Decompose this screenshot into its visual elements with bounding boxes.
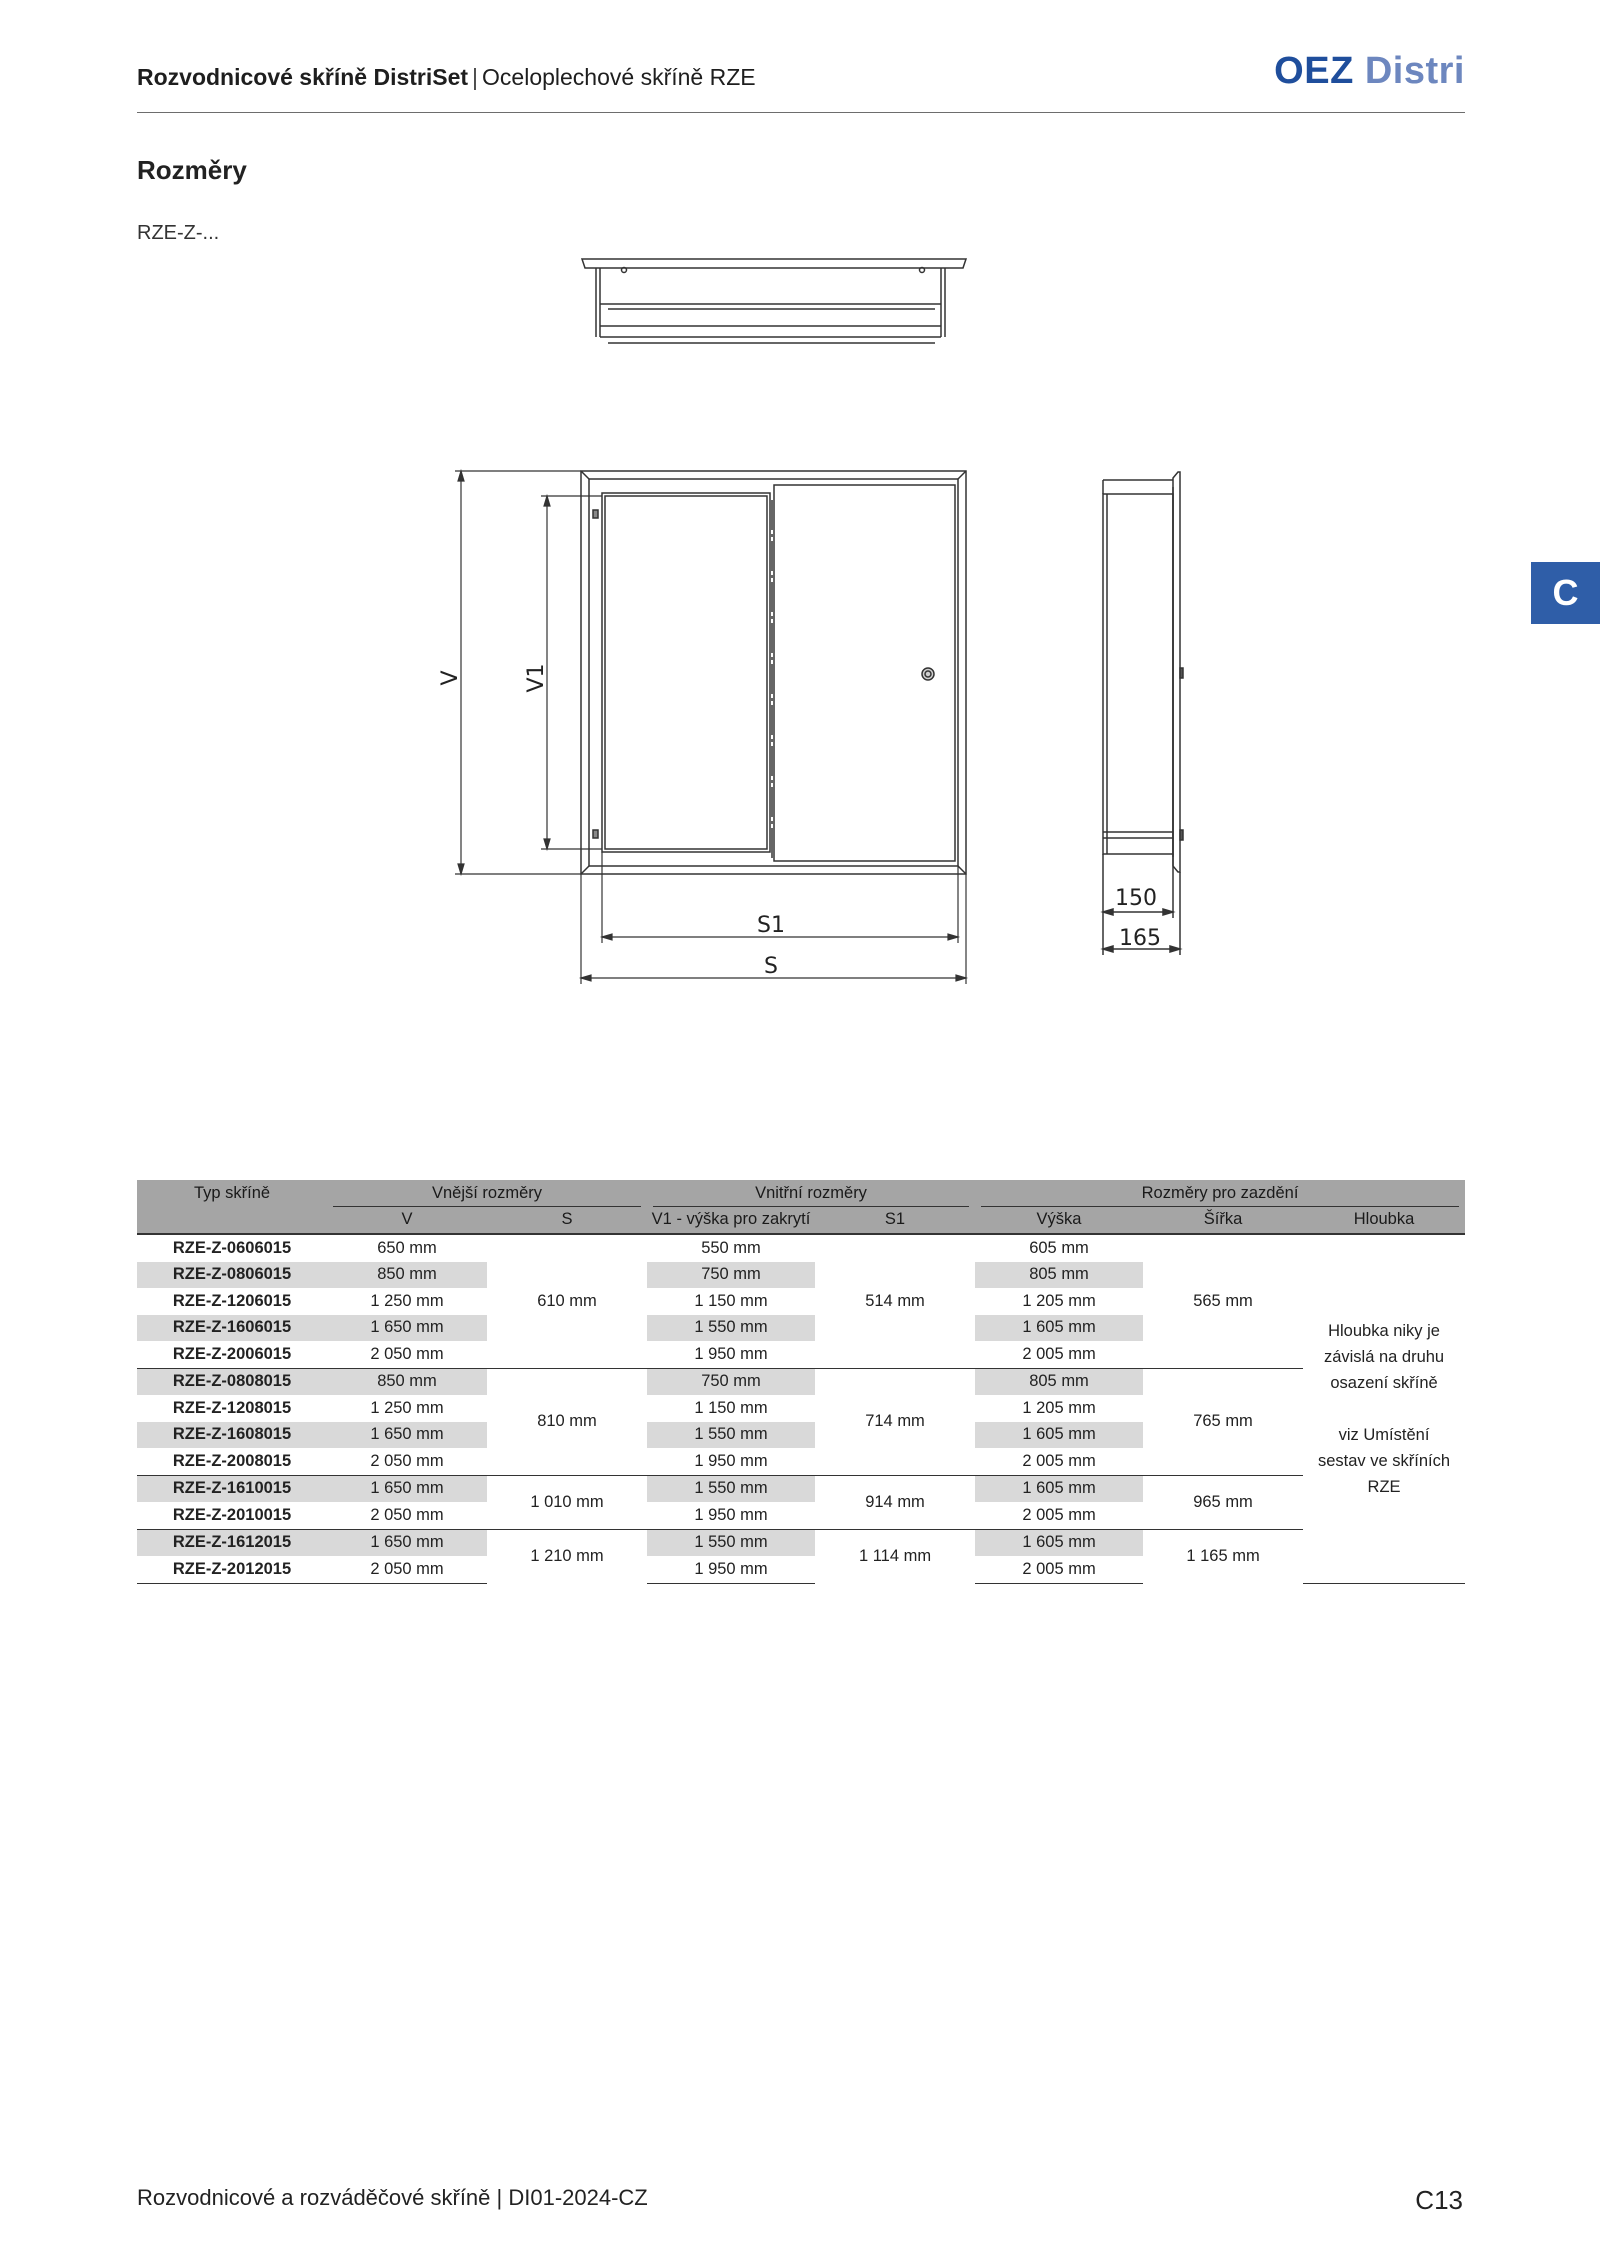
section-title: Rozměry bbox=[137, 155, 247, 185]
header-s1: S1 bbox=[815, 1207, 975, 1235]
table-row: RZE-Z-2006015 2 050 mm 1 950 mm 2 005 mm bbox=[172, 1344, 1096, 1363]
table-row: RZE-Z-1206015 1 250 mm 1 150 mm 1 205 mm bbox=[172, 1291, 1096, 1310]
header-s: S bbox=[487, 1207, 647, 1235]
header-title-rest: Oceloplechové skříně RZE bbox=[482, 64, 756, 90]
footer-left: Rozvodnicové a rozváděčové skříně | DI01-2024-CZ bbox=[137, 2185, 648, 2210]
header-width: Šířka bbox=[1143, 1207, 1303, 1235]
group-width: 765 mm bbox=[1143, 1368, 1303, 1475]
table-row: RZE-Z-1608015 1 650 mm 1 550 mm 1 605 mm bbox=[137, 1422, 1465, 1449]
table-row: RZE-Z-2010015 2 050 mm 1 950 mm 2 005 mm bbox=[172, 1505, 1096, 1524]
group-s1: 914 mm bbox=[815, 1475, 975, 1529]
table-row: RZE-Z-1612015 1 650 mm 1 210 mm 1 550 mm 1 114 mm 1 605 mm 1 165 mm bbox=[137, 1529, 1465, 1556]
dim-label-v1: V1 bbox=[524, 663, 549, 693]
table-row: RZE-Z-1208015 1 250 mm 1 150 mm 1 205 mm bbox=[172, 1398, 1096, 1417]
header-niche: Rozměry pro zazdění bbox=[975, 1180, 1465, 1207]
table-row: RZE-Z-0606015 650 mm 610 mm 550 mm 514 mm 605 mm 565 mm Hloubka niky je závislá na druhu osazení skříně viz Umístění sestav ve skříních RZE bbox=[137, 1234, 1465, 1262]
header-outer: Vnější rozměry bbox=[327, 1180, 647, 1207]
side-view bbox=[1103, 472, 1183, 955]
header-type: Typ skříně bbox=[137, 1180, 327, 1207]
table-row: RZE-Z-2008015 2 050 mm 1 950 mm 2 005 mm bbox=[172, 1451, 1096, 1470]
depth-note: Hloubka niky je závislá na druhu osazení skříně viz Umístění sestav ve skříních RZE bbox=[1303, 1234, 1465, 1583]
group-s: 610 mm bbox=[537, 1291, 597, 1310]
chapter-tab: C bbox=[1531, 562, 1600, 624]
dim-label-s1: S1 bbox=[757, 913, 785, 938]
group-s: 1 210 mm bbox=[487, 1529, 647, 1583]
table-row: RZE-Z-0806015 850 mm 750 mm 805 mm bbox=[137, 1262, 1465, 1289]
table-row: RZE-Z-2012015 2 050 mm 1 950 mm 2 005 mm bbox=[137, 1556, 1465, 1583]
dimension-drawing bbox=[0, 0, 1600, 1000]
page-number: C13 bbox=[1415, 2185, 1463, 2215]
top-view bbox=[582, 259, 966, 343]
group-s: 1 010 mm bbox=[487, 1475, 647, 1529]
group-s1: 714 mm bbox=[815, 1368, 975, 1475]
table-row: RZE-Z-1610015 1 650 mm 1 010 mm 1 550 mm 914 mm 1 605 mm 965 mm bbox=[137, 1475, 1465, 1502]
front-view bbox=[581, 471, 966, 874]
dimension-lines bbox=[455, 471, 966, 984]
model-label: RZE-Z-... bbox=[137, 222, 220, 244]
group-width: 965 mm bbox=[1143, 1475, 1303, 1529]
header-title: Rozvodnicové skříně DistriSet | Oceloplechové skříně RZE bbox=[137, 64, 756, 90]
logo-oez: OEZ bbox=[1274, 50, 1354, 92]
table-row: RZE-Z-1606015 1 650 mm 1 550 mm 1 605 mm bbox=[137, 1315, 1465, 1342]
group-width: 565 mm bbox=[1193, 1291, 1253, 1310]
group-width: 1 165 mm bbox=[1143, 1529, 1303, 1583]
dim-label-150: 150 bbox=[1115, 886, 1157, 911]
dim-label-s: S bbox=[764, 954, 778, 979]
header-v1: V1 - výška pro zakrytí bbox=[647, 1207, 815, 1235]
dim-label-v: V bbox=[438, 670, 463, 686]
logo-distri: Distri bbox=[1364, 50, 1465, 92]
group-s: 810 mm bbox=[487, 1368, 647, 1475]
header-height: Výška bbox=[975, 1207, 1143, 1235]
table-row: RZE-Z-0808015 850 mm 810 mm 750 mm 714 mm 805 mm 765 mm bbox=[137, 1368, 1465, 1395]
header-inner: Vnitřní rozměry bbox=[647, 1180, 975, 1207]
header-title-bold: Rozvodnicové skříně DistriSet bbox=[137, 64, 469, 90]
group-s1: 514 mm bbox=[865, 1291, 925, 1310]
header-v: V bbox=[327, 1207, 487, 1235]
header-depth: Hloubka bbox=[1303, 1207, 1465, 1235]
group-s1: 1 114 mm bbox=[815, 1529, 975, 1583]
dimensions-table bbox=[137, 1180, 1465, 1584]
dim-label-165: 165 bbox=[1119, 926, 1161, 951]
